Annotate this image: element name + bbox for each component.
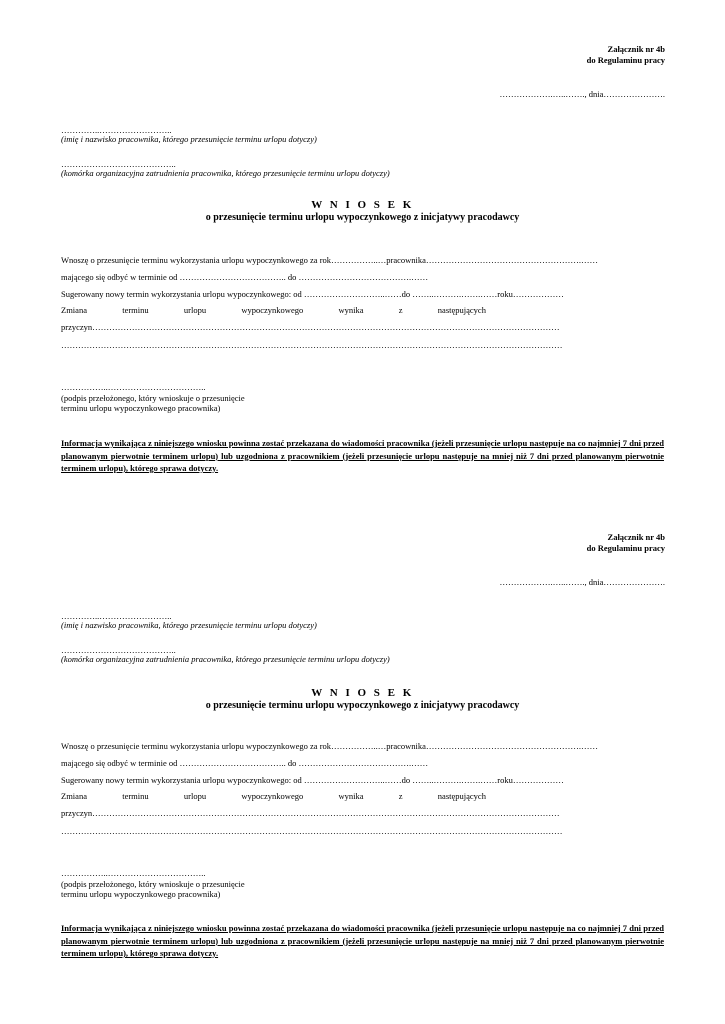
unit-dots: ………………………………….. — [61, 645, 176, 655]
form-copy-1 — [0, 0, 725, 488]
attachment-regulation: do Regulaminu pracy — [586, 55, 665, 65]
attachment-regulation: do Regulaminu pracy — [586, 543, 665, 553]
request-line-period: mającego się odbyć w terminie od ……………………………….. do ………………………………….…… — [61, 272, 429, 282]
info-notice: Informacja wynikająca z niniejszego wniosku powinna zostać przekazana do wiadomości pracownika (jeżeli przesunięcie urlopu następuje na co najmniej 7 dni przed planowanym pierwotnie terminem urlopu) lub uzgodniona z pracownikiem (jeżeli przesunięcie urlopu następuje na mniej niż 7 dni przed planowanym pierwotnie terminem urlopu), którego sprawa dotyczy. — [61, 923, 664, 958]
reason-dots-line: przyczyn………………………………………………………………………………………………………………………………………………… — [61, 808, 560, 818]
reason-word: z — [398, 791, 403, 801]
attachment-number: Załącznik nr 4b — [607, 44, 665, 54]
request-line-reason — [61, 791, 486, 801]
signature-caption: (podpis przełożonego, który wnioskuje o przesunięcie — [61, 393, 245, 403]
unit-dots: ………………………………….. — [61, 159, 176, 169]
date-line: ……………….…..……., dnia…………………. — [499, 89, 665, 99]
signature-caption: (podpis przełożonego, który wnioskuje o przesunięcie — [61, 879, 245, 889]
form-title: W N I O S E K — [311, 199, 414, 211]
reason-dots-line-2: …………………………………………………………………………………………………………………………………………………………… — [61, 340, 563, 350]
employee-name-caption: (imię i nazwisko pracownika, którego przesunięcie terminu urlopu dotyczy) — [61, 134, 317, 144]
form-subtitle: o przesunięcie terminu urlopu wypoczynkowego z inicjatywy pracodawcy — [205, 700, 520, 711]
reason-word: urlopu — [183, 791, 207, 801]
reason-word: z — [398, 305, 403, 315]
reason-word: terminu — [122, 305, 149, 315]
reason-word: wynika — [338, 791, 364, 801]
signature-caption-2: terminu urlopu wypoczynkowego pracownika) — [61, 403, 221, 413]
request-line-year: Wnoszę o przesunięcie terminu wykorzystania urlopu wypoczynkowego za rok……………..…pracownika……………………………………………….…… — [61, 255, 599, 265]
form-copy-2 — [0, 488, 725, 976]
reason-dots-line: przyczyn………………………………………………………………………………………………………………………………………………… — [61, 322, 560, 332]
reason-dots-line-2: …………………………………………………………………………………………………………………………………………………………… — [61, 826, 563, 836]
request-line-period: mającego się odbyć w terminie od ……………………………….. do ………………………………….…… — [61, 758, 429, 768]
signature-dots: ……………..…………………………….. — [61, 868, 206, 878]
form-subtitle: o przesunięcie terminu urlopu wypoczynkowego z inicjatywy pracodawcy — [205, 212, 520, 223]
reason-word: Zmiana — [61, 791, 87, 801]
request-line-reason — [61, 305, 486, 315]
reason-word: urlopu — [183, 305, 207, 315]
reason-word: wynika — [338, 305, 364, 315]
request-line-year: Wnoszę o przesunięcie terminu wykorzystania urlopu wypoczynkowego za rok……………..…pracownika……………………………………………….…… — [61, 741, 599, 751]
attachment-number: Załącznik nr 4b — [607, 532, 665, 542]
employee-name-dots: …………..…………………….. — [61, 611, 172, 621]
request-line-new-term: Sugerowany nowy termin wykorzystania urlopu wypoczynkowego: od ………………………..……do ……..……….…….……roku……………… — [61, 289, 564, 299]
reason-word: następujących — [437, 305, 486, 315]
reason-word: Zmiana — [61, 305, 87, 315]
info-notice: Informacja wynikająca z niniejszego wniosku powinna zostać przekazana do wiadomości pracownika (jeżeli przesunięcie urlopu następuje na co najmniej 7 dni przed planowanym pierwotnie terminem urlopu) lub uzgodniona z pracownikiem (jeżeli przesunięcie urlopu następuje na mniej niż 7 dni przed planowanym pierwotnie terminem urlopu), którego sprawa dotyczy. — [61, 438, 664, 473]
reason-word: wypoczynkowego — [241, 305, 304, 315]
signature-dots: ……………..…………………………….. — [61, 382, 206, 392]
unit-caption: (komórka organizacyjna zatrudnienia pracownika, którego przesunięcie terminu urlopu dotyczy) — [61, 168, 390, 178]
reason-word: terminu — [122, 791, 149, 801]
date-line: ……………….…..……., dnia…………………. — [499, 577, 665, 587]
unit-caption: (komórka organizacyjna zatrudnienia pracownika, którego przesunięcie terminu urlopu dotyczy) — [61, 654, 390, 664]
form-title: W N I O S E K — [311, 687, 414, 699]
employee-name-caption: (imię i nazwisko pracownika, którego przesunięcie terminu urlopu dotyczy) — [61, 620, 317, 630]
signature-caption-2: terminu urlopu wypoczynkowego pracownika) — [61, 889, 221, 899]
employee-name-dots: …………..…………………….. — [61, 125, 172, 135]
reason-word: następujących — [437, 791, 486, 801]
request-line-new-term: Sugerowany nowy termin wykorzystania urlopu wypoczynkowego: od ………………………..……do ……..……….…….……roku……………… — [61, 775, 564, 785]
reason-word: wypoczynkowego — [241, 791, 304, 801]
